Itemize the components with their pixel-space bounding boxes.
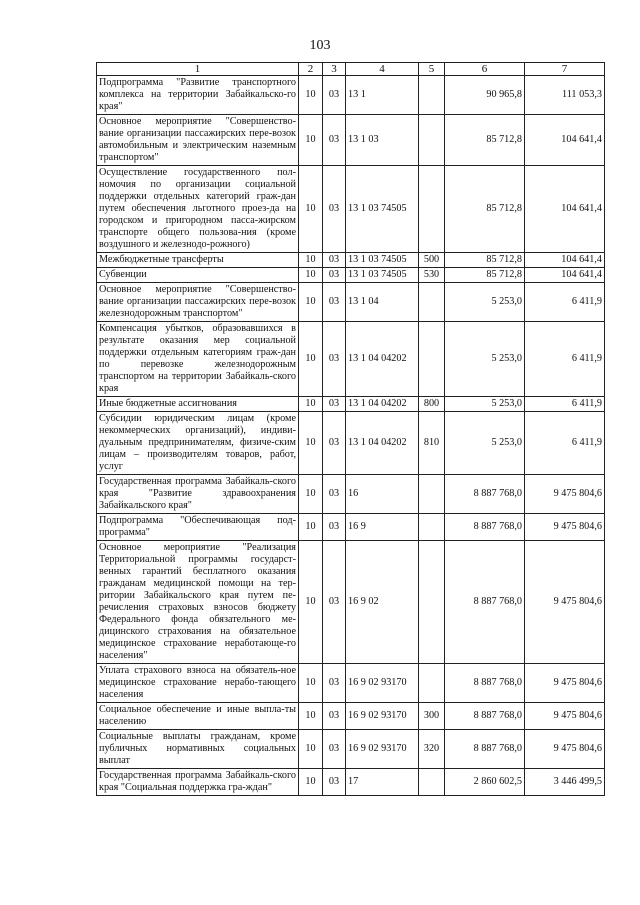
row-section: 10: [299, 703, 323, 730]
row-section: 10: [299, 475, 323, 514]
row-amount-2: 6 411,9: [525, 412, 605, 475]
row-amount-1: 5 253,0: [445, 322, 525, 397]
row-section: 10: [299, 412, 323, 475]
table-row: [97, 283, 605, 322]
row-amount-2: 111 053,3: [525, 76, 605, 115]
row-name: Межбюджетные трансферты: [97, 253, 299, 268]
row-section: 10: [299, 76, 323, 115]
row-amount-2: 104 641,4: [525, 115, 605, 166]
row-subsection: 03: [323, 397, 346, 412]
row-target-code: 13 1 04 04202: [346, 322, 419, 397]
table-row: [97, 115, 605, 166]
row-subsection: 03: [323, 268, 346, 283]
row-expense-type: [419, 166, 445, 253]
row-subsection: 03: [323, 769, 346, 796]
row-name: Подпрограмма "Обеспечивающая под-программа": [97, 514, 299, 541]
row-expense-type: [419, 514, 445, 541]
table-row: [97, 76, 605, 115]
row-amount-2: 6 411,9: [525, 397, 605, 412]
row-amount-2: 9 475 804,6: [525, 730, 605, 769]
row-expense-type: [419, 115, 445, 166]
row-name: Уплата страхового взноса на обязатель-ное медицинское страхование нерабо-тающего населения: [97, 664, 299, 703]
row-subsection: 03: [323, 76, 346, 115]
row-expense-type: [419, 769, 445, 796]
table-row: [97, 322, 605, 397]
row-expense-type: 530: [419, 268, 445, 283]
table-row: [97, 514, 605, 541]
row-target-code: 17: [346, 769, 419, 796]
row-section: 10: [299, 322, 323, 397]
row-amount-1: 85 712,8: [445, 268, 525, 283]
row-amount-1: 8 887 768,0: [445, 541, 525, 664]
row-expense-type: 810: [419, 412, 445, 475]
row-name: Основное мероприятие "Совершенство-вание организации пассажирских пере-возок железнодорожным транспортом": [97, 283, 299, 322]
row-subsection: 03: [323, 475, 346, 514]
row-amount-1: 8 887 768,0: [445, 703, 525, 730]
row-amount-1: 8 887 768,0: [445, 730, 525, 769]
row-section: 10: [299, 253, 323, 268]
row-amount-2: 9 475 804,6: [525, 514, 605, 541]
row-name: Социальные выплаты гражданам, кроме публичных нормативных социальных выплат: [97, 730, 299, 769]
row-target-code: 16 9 02 93170: [346, 703, 419, 730]
row-target-code: 13 1 03 74505: [346, 268, 419, 283]
row-name: Компенсация убытков, образовавшихся в результате оказания мер социальной поддержки отдельным категориям граж-дан по перевозке железнодорожным транспортом на территории Забайкаль-ского края: [97, 322, 299, 397]
row-target-code: 16 9 02 93170: [346, 730, 419, 769]
row-expense-type: 320: [419, 730, 445, 769]
header-col-2: 2: [299, 63, 323, 76]
row-name: Государственная программа Забайкаль-ского края "Развитие здравоохранения Забайкальского края": [97, 475, 299, 514]
table-row: [97, 253, 605, 268]
header-col-6: 6: [445, 63, 525, 76]
row-target-code: 13 1 03 74505: [346, 166, 419, 253]
row-subsection: 03: [323, 664, 346, 703]
row-amount-2: 104 641,4: [525, 253, 605, 268]
header-col-1: 1: [97, 63, 299, 76]
row-expense-type: [419, 322, 445, 397]
row-subsection: 03: [323, 322, 346, 397]
row-expense-type: [419, 283, 445, 322]
table-row: [97, 268, 605, 283]
row-amount-1: 8 887 768,0: [445, 664, 525, 703]
row-target-code: 13 1 03: [346, 115, 419, 166]
row-name: Подпрограмма "Развитие транспортного комплекса на территории Забайкальско-го края": [97, 76, 299, 115]
row-expense-type: [419, 76, 445, 115]
row-expense-type: 300: [419, 703, 445, 730]
table-row: [97, 769, 605, 796]
row-subsection: 03: [323, 115, 346, 166]
row-target-code: 16 9 02: [346, 541, 419, 664]
row-amount-1: 85 712,8: [445, 253, 525, 268]
row-name: Субвенции: [97, 268, 299, 283]
row-amount-2: 6 411,9: [525, 322, 605, 397]
row-subsection: 03: [323, 730, 346, 769]
row-section: 10: [299, 166, 323, 253]
table-row: [97, 664, 605, 703]
row-amount-1: 8 887 768,0: [445, 514, 525, 541]
row-amount-1: 5 253,0: [445, 397, 525, 412]
row-target-code: 13 1 04: [346, 283, 419, 322]
row-target-code: 13 1 04 04202: [346, 412, 419, 475]
row-section: 10: [299, 541, 323, 664]
budget-table: [96, 62, 605, 796]
row-subsection: 03: [323, 166, 346, 253]
row-subsection: 03: [323, 541, 346, 664]
row-amount-1: 85 712,8: [445, 115, 525, 166]
row-name: Государственная программа Забайкаль-ского края "Социальная поддержка гра-ждан": [97, 769, 299, 796]
header-col-7: 7: [525, 63, 605, 76]
row-amount-1: 90 965,8: [445, 76, 525, 115]
row-name: Основное мероприятие "Совершенство-вание организации пассажирских пере-возок автомобильным и электрическим наземным транспортом": [97, 115, 299, 166]
row-amount-1: 5 253,0: [445, 412, 525, 475]
row-target-code: 13 1 04 04202: [346, 397, 419, 412]
row-expense-type: [419, 475, 445, 514]
header-col-5: 5: [419, 63, 445, 76]
row-amount-2: 3 446 499,5: [525, 769, 605, 796]
row-name: Социальное обеспечение и иные выпла-ты населению: [97, 703, 299, 730]
row-expense-type: [419, 664, 445, 703]
row-subsection: 03: [323, 514, 346, 541]
row-section: 10: [299, 664, 323, 703]
row-target-code: 16: [346, 475, 419, 514]
row-target-code: 13 1 03 74505: [346, 253, 419, 268]
row-amount-1: 2 860 602,5: [445, 769, 525, 796]
row-section: 10: [299, 769, 323, 796]
row-amount-2: 9 475 804,6: [525, 541, 605, 664]
row-expense-type: 800: [419, 397, 445, 412]
row-section: 10: [299, 730, 323, 769]
row-amount-1: 8 887 768,0: [445, 475, 525, 514]
row-name: Иные бюджетные ассигнования: [97, 397, 299, 412]
row-amount-1: 5 253,0: [445, 283, 525, 322]
row-section: 10: [299, 514, 323, 541]
table-row: [97, 730, 605, 769]
row-name: Субсидии юридическим лицам (кроме некоммерческих организаций), индиви-дуальным предпринимателям, физиче-ским лицам – производителям товаров, работ, услуг: [97, 412, 299, 475]
row-name: Основное мероприятие "Реализация Территориальной программы государст-венных гарантий бесплатного оказания гражданам медицинской помощи на тер-ритории Забайкальского края путем пе-речисления страховых взносов бюджету Федерального фонда обязательного ме-дицинского страхования на обязательное медицинское страхование неработающе-го населения": [97, 541, 299, 664]
row-amount-1: 85 712,8: [445, 166, 525, 253]
page-number: 103: [309, 38, 331, 53]
table-header-row: [97, 63, 605, 76]
table-row: [97, 703, 605, 730]
row-expense-type: 500: [419, 253, 445, 268]
row-target-code: 16 9 02 93170: [346, 664, 419, 703]
row-amount-2: 6 411,9: [525, 283, 605, 322]
row-amount-2: 9 475 804,6: [525, 664, 605, 703]
table-row: [97, 412, 605, 475]
table-row: [97, 475, 605, 514]
row-expense-type: [419, 541, 445, 664]
row-target-code: 13 1: [346, 76, 419, 115]
row-subsection: 03: [323, 253, 346, 268]
row-section: 10: [299, 115, 323, 166]
table-row: [97, 397, 605, 412]
row-section: 10: [299, 268, 323, 283]
row-amount-2: 104 641,4: [525, 268, 605, 283]
row-subsection: 03: [323, 703, 346, 730]
row-subsection: 03: [323, 412, 346, 475]
table-row: [97, 166, 605, 253]
table-row: [97, 541, 605, 664]
row-amount-2: 104 641,4: [525, 166, 605, 253]
row-amount-2: 9 475 804,6: [525, 475, 605, 514]
row-subsection: 03: [323, 283, 346, 322]
header-col-3: 3: [323, 63, 346, 76]
row-section: 10: [299, 397, 323, 412]
row-name: Осуществление государственного пол-номочия по организации социальной поддержки отдельных категорий граж-дан путем обеспечения льготного проез-да на городском и пригородном пасса-жирском транспорте общего пользова-ния (кроме воздушного и железнодо-рожного): [97, 166, 299, 253]
row-amount-2: 9 475 804,6: [525, 703, 605, 730]
row-section: 10: [299, 283, 323, 322]
header-col-4: 4: [346, 63, 419, 76]
row-target-code: 16 9: [346, 514, 419, 541]
